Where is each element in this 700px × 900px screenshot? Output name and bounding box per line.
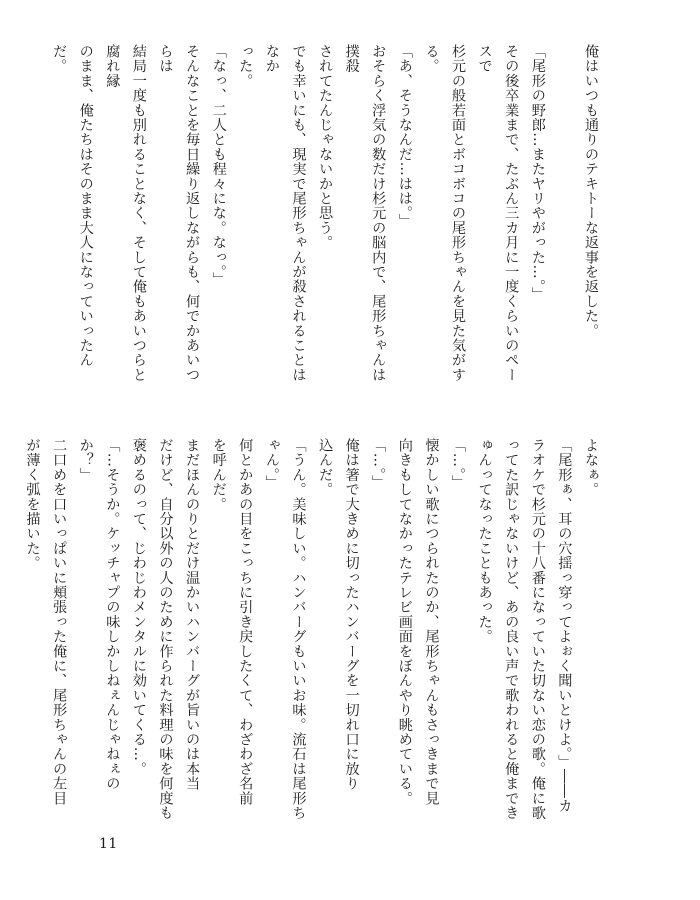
text-column-lower <box>24 438 604 838</box>
lower-text-line: ゃん。」 <box>263 438 280 490</box>
upper-text-line: 「なっ、二人とも程々にな。なっ。」 <box>210 44 227 287</box>
upper-text-line: 「尾形の野郎…またヤリやがった…。」 <box>529 44 546 302</box>
lower-text-line: が薄く弧を描いた。 <box>24 438 41 571</box>
lower-text-line: ゅんってなったこともあった。 <box>476 438 493 644</box>
lower-text-line: 「…。」 <box>370 438 387 490</box>
lower-text-line: ラオケで杉元の十八番になっていた切ない恋の歌。俺に歌 <box>529 438 546 821</box>
lower-text-line: 向きもしてなかったテレビ画面をぼんやり眺めている。 <box>396 438 413 806</box>
lower-text-line: 込んだ。 <box>317 438 334 497</box>
upper-text-line: 「あ、そうなんだ…はは。」 <box>396 44 413 228</box>
lower-text-line: よなぁ。 <box>583 438 599 497</box>
upper-text-line: でも幸いにも、現実で尾形ちゃんが殺されることはなか <box>263 44 307 383</box>
lower-text-line: 「尾形ぁ、耳の穴揺っ穿ってよぉく聞いとけよ。」――カ <box>556 438 573 814</box>
lower-text-line: を呼んだ。 <box>210 438 227 512</box>
text-column-upper <box>51 44 604 389</box>
lower-text-line: 俺は箸で大きめに切ったハンバーグを一切れ口に放り <box>343 438 360 791</box>
lower-text-line: ってた訳じゃないけど、あの良い声で歌われると俺までき <box>503 438 520 821</box>
lower-text-line: 「…そうか。ケッチャプの味しかしねぇんじゃねぇの <box>104 438 121 791</box>
lower-text-line: 「…。」 <box>450 438 467 490</box>
lower-text-line: まだほんのりとだけ温かいハンバーグが旨いのは本当 <box>184 438 201 791</box>
lower-text-line: か？」 <box>77 438 94 483</box>
lower-text-line: 懐かしい歌につられたのか、尾形ちゃんもさっきまで見 <box>423 438 440 806</box>
page-number: 11 <box>99 836 118 852</box>
upper-text-line: その後卒業まで、たぶん三カ月に一度くらいのペースで <box>476 44 520 383</box>
lower-text-line: だけど、自分以外の人のために作られた料理の味を何度も <box>157 438 174 821</box>
upper-text-line: った。 <box>237 44 254 89</box>
upper-text-line: 結局一度も別れることなく、そして俺もあいつらと腐れ縁 <box>104 44 147 383</box>
lower-text-line: 二口めを口いっぱいに頬張った俺に、尾形ちゃんの左目 <box>51 438 68 806</box>
upper-text-line <box>19 44 46 389</box>
lower-text-line: 何とかあの目をこっちに引き戻したくて、わざわざ名前 <box>237 438 254 806</box>
upper-text-line: おそらく浮気の数だけ杉元の脳内で、尾形ちゃんは撲殺 <box>343 44 387 383</box>
lower-text-line: 「うん。美味しい。ハンバーグもいいお味。流石は尾形ち <box>290 438 307 821</box>
upper-text-line <box>551 44 578 389</box>
upper-text-line: 俺はいつも通りのテキトーな返事を返した。 <box>583 44 599 338</box>
upper-text-line: 杉元の般若面とボコボコの尾形ちゃんを見た気がする。 <box>423 44 467 383</box>
upper-text-line: そんなことを毎日繰り返しながらも、何でかあいつらは <box>157 44 201 383</box>
upper-text-line: されてたんじゃないかと思う。 <box>317 44 334 250</box>
upper-text-line <box>0 44 19 389</box>
upper-text-line: のまま、俺たちはそのまま大人になっていったんだ。 <box>51 44 94 368</box>
lower-text-line: 褒めるのって、じわじわメンタルに効いてくる…。 <box>130 438 147 777</box>
